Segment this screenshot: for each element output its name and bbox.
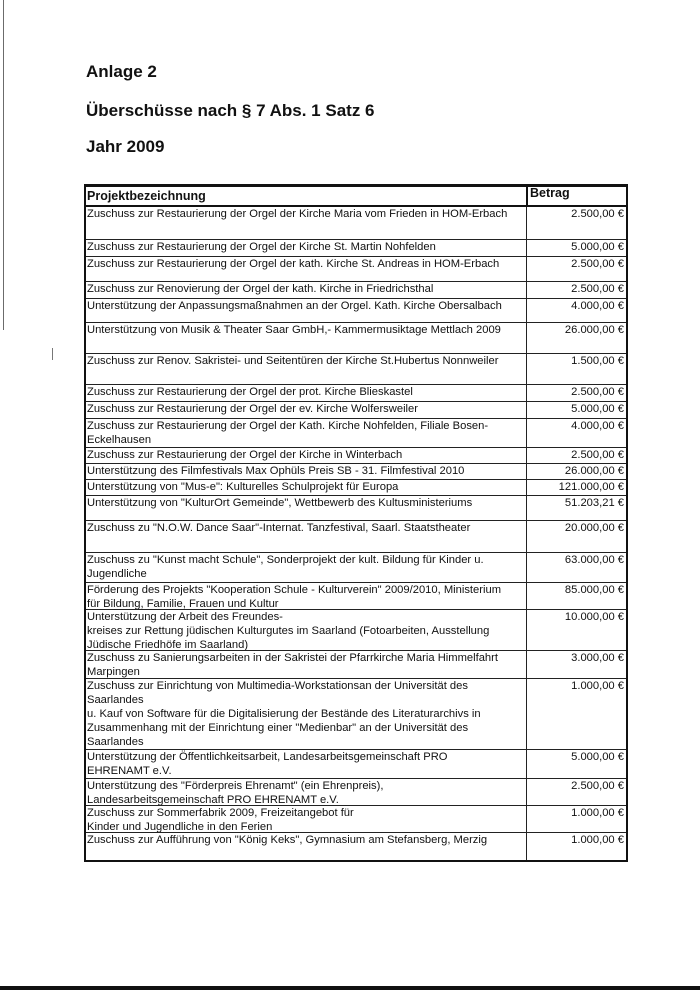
table-row [86, 521, 626, 553]
project-name-cell: Zuschuss zur Renovierung der Orgel der kath. Kirche in Friedrichsthal [87, 283, 434, 295]
project-name-cell: Unterstützung der Anpassungsmaßnahmen an der Orgel. Kath. Kirche Obersalbach [87, 300, 502, 312]
project-name-cell: Zuschuss zu "Kunst macht Schule", Sonderprojekt der kult. Bildung für Kinder u. Jugendliche [87, 554, 484, 580]
table-row [86, 402, 626, 419]
amount-cell: 121.000,00 € [526, 480, 626, 495]
table-row [86, 282, 626, 299]
table-row [86, 299, 626, 323]
table-row [86, 679, 626, 750]
amount-cell: 10.000,00 € [526, 610, 626, 650]
table-row [86, 806, 626, 833]
header-project-name: Projektbezeichnung [87, 189, 206, 203]
project-name-cell: Unterstützung des "Förderpreis Ehrenamt" (ein Ehrenpreis), Landesarbeitsgemeinschaft PRO EHRENAMT e.V. [87, 780, 384, 805]
project-name-cell: Förderung des Projekts "Kooperation Schule - Kulturverein" 2009/2010, Ministerium für Bildung, Familie, Frauen und Kultur [87, 584, 502, 609]
project-name-cell: Zuschuss zur Renov. Sakristei- und Seitentüren der Kirche St.Hubertus Nonnweiler [87, 355, 499, 367]
project-name-cell: Unterstützung der Arbeit des Freundes- kreises zur Rettung jüdischen Kulturgutes im Saarland (Fotoarbeiten, Ausstellung Jüdische Friedhöfe im Saarland) [87, 611, 490, 650]
amount-cell: 1.000,00 € [526, 833, 626, 860]
project-name-cell: Zuschuss zu "N.O.W. Dance Saar"-Internat. Tanzfestival, Saarl. Staatstheater [87, 522, 471, 534]
project-name-cell: Unterstützung von "Mus-e": Kulturelles Schulprojekt für Europa [87, 481, 399, 493]
amount-cell: 51.203,21 € [526, 496, 626, 520]
amount-cell: 2.500,00 € [526, 385, 626, 401]
scan-bottom-edge [0, 986, 700, 990]
amount-cell: 2.500,00 € [526, 207, 626, 239]
table-row [86, 750, 626, 779]
project-name-cell: Zuschuss zur Restaurierung der Orgel der Kirche St. Martin Nohfelden [87, 241, 436, 253]
project-name-cell: Zuschuss zur Einrichtung von Multimedia-Workstationsan der Universität des Saarlandes u. Kauf von Software für die Digitalisierung der Bestände des Literaturarchivs in Zusammenhang mit der Einrichtung einer "Medienbar" an der Universität des Saarlandes [87, 680, 481, 748]
project-name-cell: Zuschuss zur Restaurierung der Orgel der prot. Kirche Blieskastel [87, 386, 413, 398]
project-name-cell: Zuschuss zur Restaurierung der Orgel der Kath. Kirche Nohfelden, Filiale Bosen- Eckelhausen [87, 420, 489, 446]
table-row [86, 207, 626, 240]
table-row [86, 610, 626, 651]
amount-cell: 26.000,00 € [526, 464, 626, 479]
table-row [86, 583, 626, 610]
annex-label: Anlage 2 [86, 62, 157, 81]
amount-cell: 20.000,00 € [526, 521, 626, 552]
project-name-cell: Zuschuss zur Restaurierung der Orgel der ev. Kirche Wolfersweiler [87, 403, 418, 415]
header-amount: Betrag [526, 187, 626, 205]
table-row [86, 651, 626, 679]
table-row [86, 779, 626, 806]
amount-cell: 1.000,00 € [526, 806, 626, 832]
table-row [86, 553, 626, 583]
table-row [86, 496, 626, 521]
amount-cell: 4.000,00 € [526, 299, 626, 322]
table-row [86, 240, 626, 257]
project-name-cell: Zuschuss zur Sommerfabrik 2009, Freizeitangebot für Kinder und Jugendliche in den Ferien [87, 807, 354, 832]
amount-cell: 2.500,00 € [526, 448, 626, 463]
table-row [86, 419, 626, 448]
amount-cell: 2.500,00 € [526, 282, 626, 298]
scan-edge-line [3, 0, 4, 330]
project-name-cell: Unterstützung von "KulturOrt Gemeinde", Wettbewerb des Kultusministeriums [87, 497, 473, 509]
amount-cell: 85.000,00 € [526, 583, 626, 609]
amount-cell: 2.500,00 € [526, 257, 626, 281]
table-row [86, 833, 626, 860]
project-name-cell: Zuschuss zur Restaurierung der Orgel der Kirche Maria vom Frieden in HOM-Erbach [87, 208, 508, 220]
table-body [86, 207, 626, 860]
table-row [86, 480, 626, 496]
project-name-cell: Unterstützung der Öffentlichkeitsarbeit, Landesarbeitsgemeinschaft PRO EHRENAMT e.V. [87, 751, 448, 777]
project-name-cell: Zuschuss zu Sanierungsarbeiten in der Sakristei der Pfarrkirche Maria Himmelfahrt Marpingen [87, 652, 498, 678]
year-label: Jahr 2009 [86, 137, 165, 156]
surplus-table [84, 184, 628, 862]
table-row [86, 464, 626, 480]
project-name-cell: Zuschuss zur Restaurierung der Orgel der Kirche in Winterbach [87, 449, 403, 461]
amount-cell: 5.000,00 € [526, 240, 626, 256]
table-row [86, 448, 626, 464]
table-row [86, 323, 626, 354]
amount-cell: 1.500,00 € [526, 354, 626, 384]
project-name-cell: Zuschuss zur Restaurierung der Orgel der kath. Kirche St. Andreas in HOM-Erbach [87, 258, 500, 270]
scan-mark [52, 348, 53, 360]
project-name-cell: Unterstützung des Filmfestivals Max Ophüls Preis SB - 31. Filmfestival 2010 [87, 465, 465, 477]
table-header [86, 187, 626, 207]
table-row [86, 257, 626, 282]
amount-cell: 1.000,00 € [526, 679, 626, 749]
amount-cell: 5.000,00 € [526, 750, 626, 778]
table-row [86, 354, 626, 385]
document-title: Überschüsse nach § 7 Abs. 1 Satz 6 [86, 101, 375, 120]
amount-cell: 2.500,00 € [526, 779, 626, 805]
table-row [86, 385, 626, 402]
project-name-cell: Unterstützung von Musik & Theater Saar GmbH,- Kammermusiktage Mettlach 2009 [87, 324, 501, 336]
amount-cell: 4.000,00 € [526, 419, 626, 447]
amount-cell: 63.000,00 € [526, 553, 626, 582]
project-name-cell: Zuschuss zur Aufführung von "König Keks", Gymnasium am Stefansberg, Merzig [87, 834, 488, 846]
amount-cell: 5.000,00 € [526, 402, 626, 418]
amount-cell: 26.000,00 € [526, 323, 626, 353]
amount-cell: 3.000,00 € [526, 651, 626, 678]
